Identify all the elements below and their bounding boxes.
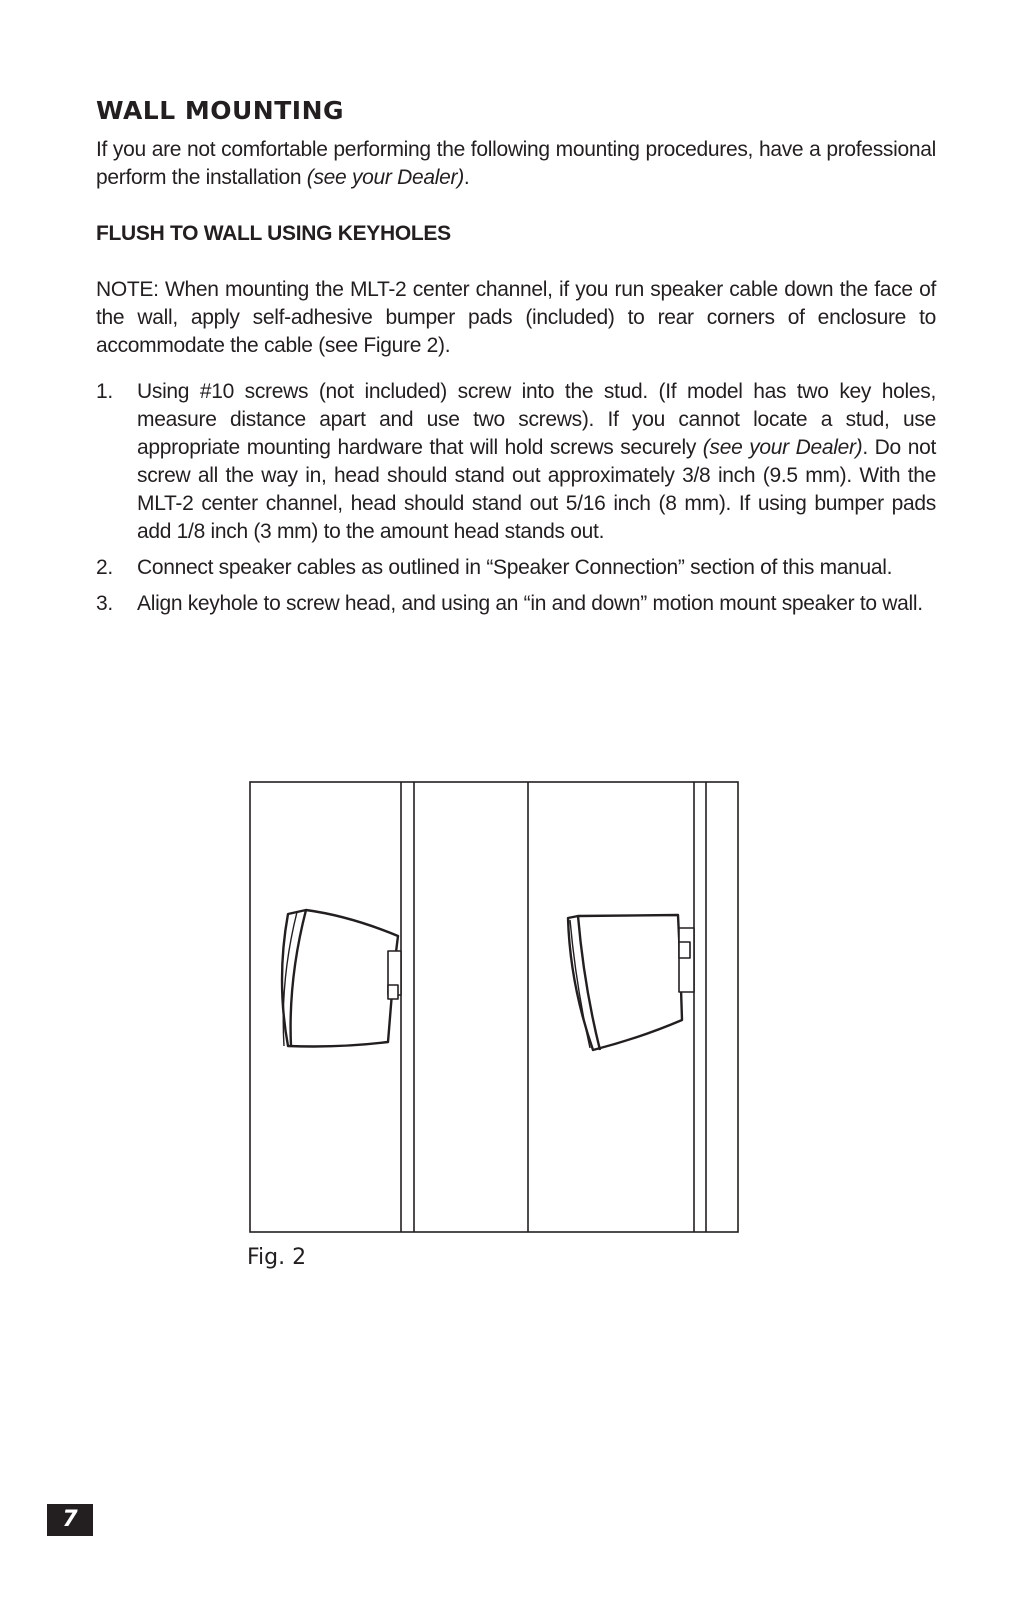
step-text: Using #10 screws (not included) screw into the stud. (If model has two key holes, measure distance apart and use two screws). If you cannot locate a stud, use appropriate mounting hardware that will hold screws securely [137, 380, 936, 459]
step-item [96, 554, 936, 582]
speaker-mounting [282, 910, 401, 1047]
step-text: Connect speaker cables as outlined in “Speaker Connection” section of this manual. [137, 556, 893, 579]
step-item [96, 590, 936, 618]
note-paragraph: NOTE: When mounting the MLT-2 center channel, if you run speaker cable down the face of the wall, apply self-adhesive bumper pads (included) to rear corners of enclosure to accommodate the cable (see Figure 2). [96, 278, 936, 357]
intro-text: If you are not comfortable performing the following mounting procedures, have a professional perform the installation [96, 138, 936, 189]
steps-list [96, 378, 936, 626]
keyhole-slot [388, 985, 398, 999]
step-text-continued: . Do not screw all the way in, head should stand out approximately 3/8 inch (9.5 mm). With the MLT-2 center channel, head should stand out 5/16 inch (8 mm). If using bumper pads add 1/8 inch (3 mm) to the amount head stands out. [137, 436, 936, 543]
speaker-mounted [568, 915, 694, 1050]
step-text: Align keyhole to screw head, and using an “in and down” motion mount speaker to wall. [137, 592, 923, 615]
step-number: 3. [96, 592, 113, 615]
step-number: 2. [96, 556, 113, 579]
intro-period: . [463, 166, 470, 189]
figure-caption: Fig. 2 [247, 1245, 307, 1270]
step-dealer-note: (see your Dealer) [702, 436, 863, 459]
keyhole-bracket [679, 928, 694, 992]
step-item [96, 378, 936, 546]
intro-dealer-note: (see your Dealer) [306, 166, 464, 189]
page-number-badge: 7 [47, 1504, 93, 1536]
wall-mount-illustration [248, 780, 742, 1236]
step-number: 1. [96, 380, 113, 403]
subsection-heading: FLUSH TO WALL USING KEYHOLES [96, 222, 451, 245]
intro-paragraph [96, 136, 936, 192]
keyhole-slot [679, 942, 690, 958]
section-heading: WALL MOUNTING [96, 96, 345, 125]
